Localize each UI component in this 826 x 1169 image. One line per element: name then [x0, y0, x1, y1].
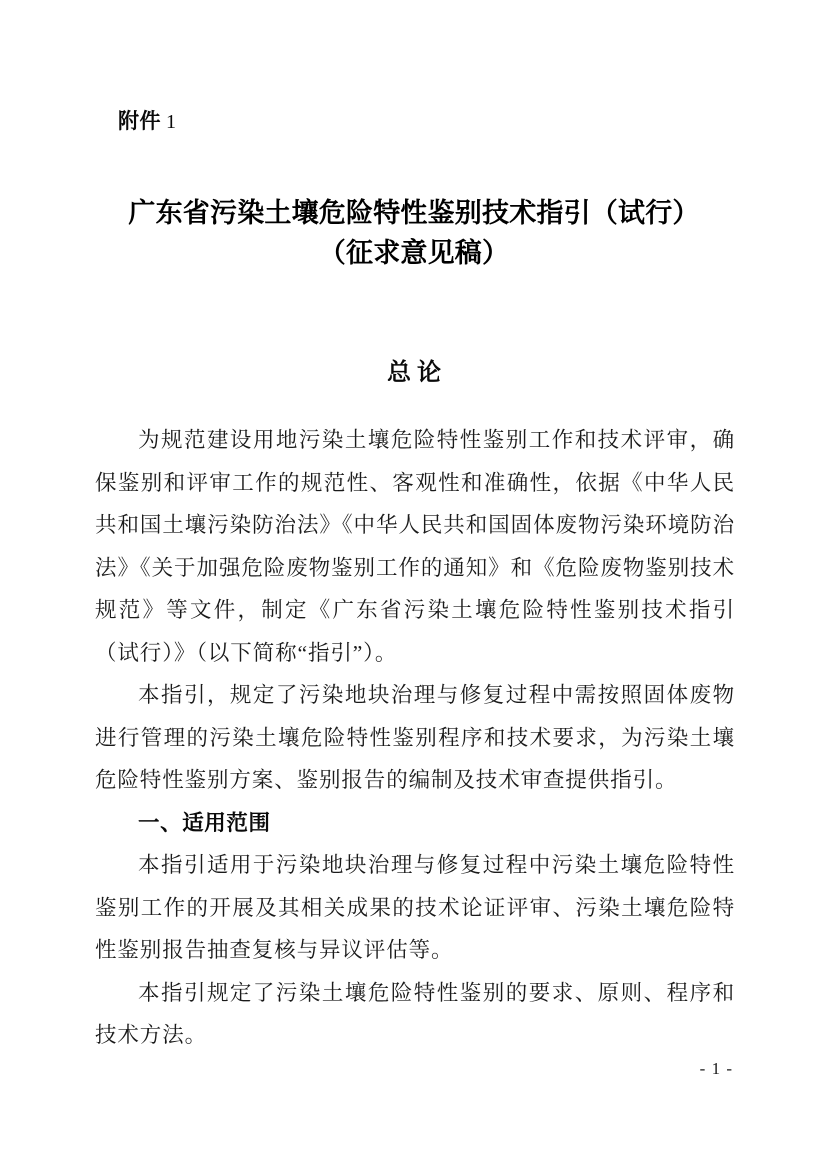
body-paragraph: 本指引适用于污染地块治理与修复过程中污染土壤危险特性鉴别工作的开展及其相关成果的技术论证评审、污染土壤危险特性鉴别报告抽查复核与异议评估等。 [95, 853, 735, 962]
document-title [95, 193, 733, 273]
attachment-number: 1 [166, 111, 177, 133]
attachment-label-text: 附件 [118, 110, 161, 133]
section-heading-general: 总论 [387, 359, 447, 386]
subsection-heading-scope: 一、适用范围 [138, 810, 271, 835]
document-body [95, 419, 735, 1057]
document-title-line1: 广东省污染土壤危险特性鉴别技术指引（试行） [128, 198, 700, 228]
body-paragraph: 为规范建设用地污染土壤危险特性鉴别工作和技术评审，确保鉴别和评审工作的规范性、客观性和准确性，依据《中华人民共和国土壤污染防治法》《中华人民共和国固体废物污染环境防治法》《关于加强危险废物鉴别工作的通知》和《危险废物鉴别技术规范》等文件，制定《广东省污染土壤危险特性鉴别技术指引（试行）》（以下简称“指引”）。 [95, 428, 735, 665]
page-number: - 1 - [699, 1059, 733, 1078]
body-paragraph: 本指引规定了污染土壤危险特性鉴别的要求、原则、程序和技术方法。 [95, 980, 735, 1047]
document-title-line2: （征求意见稿） [318, 238, 510, 268]
body-paragraph: 本指引，规定了污染地块治理与修复过程中需按照固体废物进行管理的污染土壤危险特性鉴别程序和技术要求，为污染土壤危险特性鉴别方案、鉴别报告的编制及技术审查提供指引。 [95, 683, 735, 792]
attachment-label [118, 107, 177, 137]
